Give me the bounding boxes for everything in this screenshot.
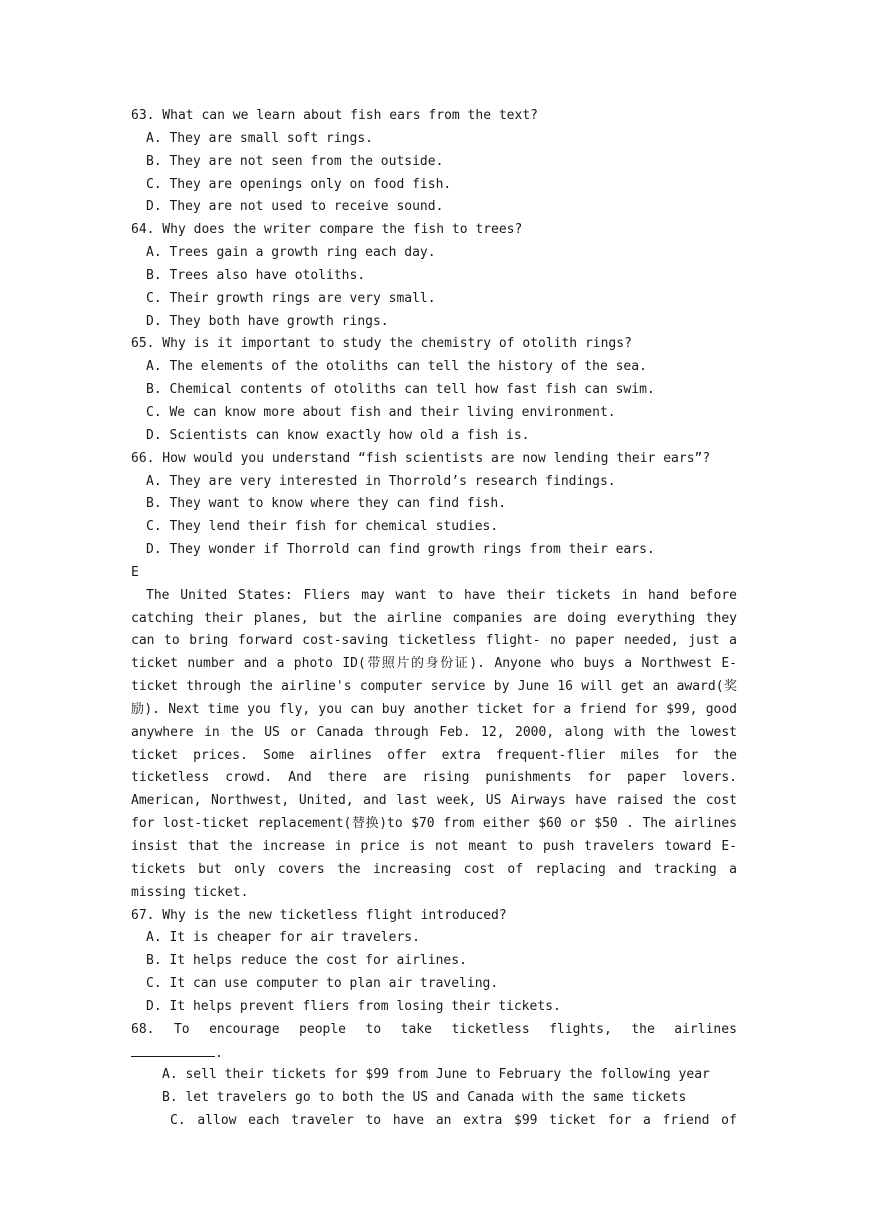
word: traveler (291, 1113, 354, 1129)
word: of (721, 1113, 737, 1129)
answer-blank-line (131, 1042, 737, 1065)
word: C. (170, 1113, 186, 1129)
word: a (643, 1113, 651, 1129)
option-b: B. let travelers go to both the US and Canada with the same tickets (162, 1090, 687, 1106)
option-d: D. They wonder if Thorrold can find growth rings from their ears. (146, 542, 655, 558)
word: extra (463, 1113, 503, 1129)
word: encourage (209, 1021, 280, 1037)
option-a: A. They are very interested in Thorrold’s research findings. (146, 473, 616, 489)
word: ticketless (451, 1021, 530, 1037)
question-63 (131, 105, 737, 219)
word: people (299, 1021, 347, 1037)
word: ticket (549, 1113, 597, 1129)
word: have (392, 1113, 425, 1129)
word: to (365, 1113, 382, 1129)
answer-blank (131, 1042, 215, 1057)
question-64 (131, 219, 737, 333)
option-b: B. They want to know where they can find fish. (146, 496, 507, 512)
question-67 (131, 905, 737, 1019)
question-68 (131, 1019, 737, 1133)
option-c: C. They lend their fish for chemical studies. (146, 519, 499, 535)
word: an (435, 1113, 452, 1129)
word: $99 (514, 1113, 538, 1129)
question-stem: 64. Why does the writer compare the fish to trees? (131, 222, 523, 238)
word: the (631, 1021, 655, 1037)
option-a: A. They are small soft rings. (146, 130, 373, 146)
question-stem: 66. How would you understand “fish scientists are now lending their ears”? (131, 450, 711, 466)
question-stem: 65. Why is it important to study the chemistry of otolith rings? (131, 336, 632, 352)
passage-text: The United States: Fliers may want to have their tickets in hand before catching their planes, but the airline companies are doing everything they can to bring forward cost-saving ticketless flight- no paper needed, just a ticket number and a photo ID(带照片的身份证). Anyone who buys a Northwest E-ticket through the airline's computer service by June 16 will get an award(奖励). Next time you fly, you can buy another ticket for a friend for $99, good anywhere in the US or Canada through Feb. 12, 2000, along with the lowest ticket prices. Some airlines offer extra frequent-flier miles for the ticketless crowd. And there are rising punishments for paper lovers. American, Northwest, United, and last week, US Airways have raised the cost for lost-ticket replacement(替换)to $70 from either $60 or $50 . The airlines insist that the increase in price is not meant to push travelers toward E-tickets but only covers the increasing cost of replacing and tracking a missing ticket. (131, 587, 737, 900)
option-a: A. Trees gain a growth ring each day. (146, 245, 436, 261)
question-stem (131, 1019, 737, 1042)
question-stem: 67. Why is the new ticketless flight introduced? (131, 907, 507, 923)
section-label: E (131, 564, 139, 580)
option-b: B. Chemical contents of otoliths can tell how fast fish can swim. (146, 382, 655, 398)
word: take (400, 1021, 432, 1037)
option-d: D. It helps prevent fliers from losing their tickets. (146, 998, 561, 1014)
option-a: A. sell their tickets for $99 from June to February the following year (162, 1067, 710, 1083)
option-c (131, 1110, 737, 1133)
option-b: B. They are not seen from the outside. (146, 153, 444, 169)
word: To (173, 1021, 190, 1037)
word: 68. (131, 1021, 155, 1037)
word: for (607, 1113, 632, 1129)
word: allow (197, 1113, 237, 1129)
option-b: B. Trees also have otoliths. (146, 267, 366, 283)
question-66 (131, 448, 737, 562)
word: to (365, 1021, 382, 1037)
option-d: D. They are not used to receive sound. (146, 199, 444, 215)
option-c: C. Their growth rings are very small. (146, 290, 436, 306)
option-a: A. It is cheaper for air travelers. (146, 930, 420, 946)
option-a: A. The elements of the otoliths can tell the history of the sea. (146, 359, 647, 375)
stem-end: . (215, 1045, 223, 1061)
question-65 (131, 333, 737, 447)
question-stem: 63. What can we learn about fish ears from the text? (131, 108, 538, 123)
passage-paragraph (131, 585, 737, 905)
word: flights, (549, 1021, 612, 1037)
option-d: D. They both have growth rings. (146, 313, 389, 329)
option-c: C. It can use computer to plan air traveling. (146, 976, 499, 992)
option-b: B. It helps reduce the cost for airlines. (146, 953, 467, 969)
option-c: C. They are openings only on food fish. (146, 176, 452, 192)
word: airlines (674, 1021, 737, 1037)
option-d: D. Scientists can know exactly how old a fish is. (146, 427, 530, 443)
word: friend (662, 1113, 710, 1129)
document-content (131, 105, 737, 1133)
word: each (248, 1113, 280, 1129)
option-c: C. We can know more about fish and their living environment. (146, 404, 616, 420)
